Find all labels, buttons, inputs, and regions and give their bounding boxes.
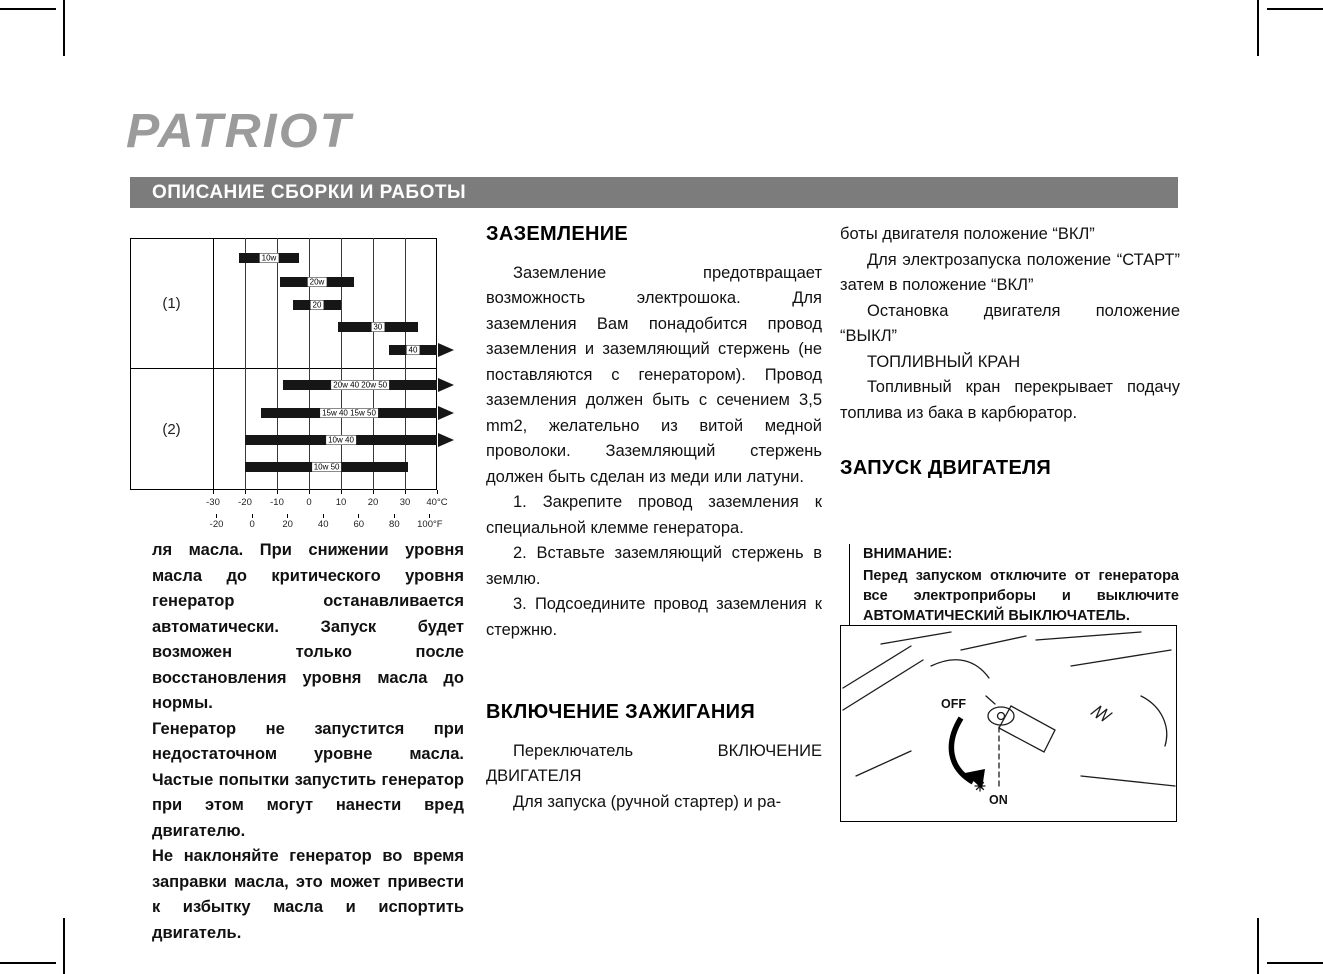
viscosity-bar-label: 10w 40 (328, 435, 354, 445)
axis-tick-label-c: 0 (306, 497, 312, 508)
warning-text: Перед запуском отключите от генератора все электроприборы и выключите АВТОМАТИЧЕСКИЙ ВЫКЛЮЧАТЕЛЬ. (863, 568, 1179, 624)
viscosity-bar-label: 40 (408, 345, 418, 355)
crop-mark (0, 962, 56, 964)
oil-viscosity-chart (130, 238, 475, 543)
sketch-line (961, 636, 1026, 650)
paragraph: 3. Подсоедините провод заземления к стержню. (486, 595, 822, 639)
sketch-line (931, 660, 989, 678)
gridline (373, 238, 374, 490)
bar-arrow (438, 343, 454, 357)
chart-group-label: (1) (162, 294, 181, 312)
axis-tick-label-c: 40°C (426, 497, 448, 508)
paragraph: Заземление предотвращает возможность электрошока. Для заземления Вам понадобится провод заземления и заземляющий стержень (не поставляются с генератором). Провод заземления должен быть с сечением 3,5 mm2, желательно из витой медной проволоки. Заземляющий стержень должен быть сделан из меди или латуни. (486, 263, 822, 486)
crop-mark (1267, 8, 1323, 10)
axis-tick (437, 490, 438, 494)
sketch-line (1036, 632, 1141, 640)
sketch-line (1071, 650, 1171, 666)
axis-tick-label-f: 40 (317, 519, 329, 530)
chart-group-label: (2) (162, 421, 181, 438)
viscosity-bar (283, 380, 437, 390)
gridline (245, 238, 246, 490)
switch-knob-center (998, 713, 1005, 720)
crop-mark (1257, 918, 1259, 974)
axis-tick (213, 490, 214, 494)
sketch-line (843, 646, 911, 688)
axis-tick-label-c: -20 (238, 497, 252, 508)
axis-tick-label-f: 80 (389, 519, 400, 530)
right-column (840, 222, 1180, 495)
axis-tick (358, 514, 359, 518)
paragraph: Для электрозапуска положение “СТАРТ” затем в положение “ВКЛ” (840, 250, 1180, 294)
viscosity-bar-label: 20w 40 20w 50 (333, 380, 388, 390)
off-label: OFF (941, 697, 966, 711)
crop-mark (1257, 0, 1259, 56)
crop-mark (63, 918, 65, 974)
viscosity-bar (338, 322, 418, 332)
section-title-engine-start: ЗАПУСК ДВИГАТЕЛЯ (840, 457, 1052, 479)
axis-tick-label-f: 20 (282, 519, 293, 530)
on-label: ON (989, 793, 1008, 807)
axis-tick-label-f: 100°F (417, 519, 443, 530)
oil-level-warning-text (152, 538, 464, 946)
viscosity-bar (261, 408, 437, 418)
viscosity-bar-label: 20w (309, 277, 325, 287)
crop-mark (1267, 962, 1323, 964)
sketch-line (881, 632, 951, 644)
sketch-scribble (1091, 706, 1112, 721)
bar-arrow (438, 378, 454, 392)
ignition-switch-figure (840, 625, 1177, 822)
warning-note (849, 544, 1179, 626)
brand-logo: PATRIOT (126, 105, 353, 158)
middle-column (486, 222, 822, 815)
axis-tick (429, 514, 430, 518)
paragraph: Переключатель ВКЛЮЧЕНИЕ ДВИГАТЕЛЯ (486, 741, 822, 785)
section-title-grounding: ЗАЗЕМЛЕНИЕ (486, 223, 629, 245)
paragraph: ТОПЛИВНЫЙ КРАН (867, 352, 1021, 371)
section-header-bar (130, 177, 1178, 208)
paragraph: 1. Закрепите провод заземления к специальной клемме генератора. (486, 493, 822, 537)
viscosity-bar (293, 300, 341, 310)
gridline (277, 238, 278, 490)
bar-arrow (438, 406, 454, 420)
axis-tick (394, 514, 395, 518)
paragraph: Остановка двигателя положение “ВЫКЛ” (840, 301, 1180, 345)
bar-arrow (438, 433, 454, 447)
axis-tick-label-f: 0 (249, 519, 255, 530)
axis-tick-label-c: -10 (270, 497, 284, 508)
axis-tick-label-c: 20 (367, 497, 379, 508)
axis-tick-label-c: -30 (206, 497, 220, 508)
paragraph: боты двигателя положение “ВКЛ” (840, 225, 1095, 243)
axis-tick-label-c: 30 (399, 497, 411, 508)
gridline (309, 238, 310, 490)
crop-mark (0, 8, 56, 10)
sketch-line (986, 696, 995, 704)
viscosity-bar-label: 15w 40 15w 50 (322, 408, 376, 418)
switch-knob (988, 707, 1014, 725)
axis-tick (216, 514, 217, 518)
axis-tick (245, 490, 246, 494)
sketch-line (1141, 696, 1167, 746)
axis-tick (405, 490, 406, 494)
viscosity-bar-label: 10w (261, 253, 277, 263)
axis-tick (373, 490, 374, 494)
switch-lever (999, 706, 1055, 752)
viscosity-bar-label: 30 (373, 322, 383, 332)
axis-tick (252, 514, 253, 518)
chart-label-divider (213, 238, 214, 490)
axis-tick (341, 490, 342, 494)
axis-tick (287, 514, 288, 518)
paragraph: Генератор не запустится при недостаточном уровне масла. Частые попытки запустить генератор при этом могут нанести вред двигателю. (152, 719, 464, 840)
axis-tick (277, 490, 278, 494)
viscosity-bar (245, 435, 437, 445)
paragraph: Для запуска (ручной стартер) и ра- (513, 792, 782, 811)
viscosity-bar (280, 277, 354, 287)
axis-tick-label-c: 10 (335, 497, 347, 508)
axis-tick-label-f: -20 (209, 519, 224, 530)
paragraph: 2. Вставьте заземляющий стержень в землю. (486, 544, 822, 588)
viscosity-bar-label: 20 (312, 300, 322, 310)
paragraph: Не наклоняйте генератор во время заправки масла, это может привести к избытку масла и испортить двигатель. (152, 847, 464, 942)
sketch-line (856, 751, 911, 776)
axis-tick-label-f: 60 (353, 519, 365, 530)
paragraph: Топливный кран перекрывает подачу топлива из бака в карбюратор. (840, 378, 1180, 422)
gridline (405, 238, 406, 490)
section-title-ignition: ВКЛЮЧЕНИЕ ЗАЖИГАНИЯ (486, 701, 755, 723)
viscosity-bar-label: 10w 50 (313, 462, 340, 472)
sketch-line (1081, 776, 1175, 786)
section-header-title: ОПИСАНИЕ СБОРКИ И РАБОТЫ (152, 181, 467, 203)
viscosity-bar (239, 253, 300, 263)
viscosity-bar (389, 345, 437, 355)
crop-mark (63, 0, 65, 56)
gridline (341, 238, 342, 490)
axis-tick (309, 490, 310, 494)
paragraph: ля масла. При снижении уровня масла до критического уровня генератор останавливается автоматически. Запуск будет возможен только после восстановления уровня масла до нормы. (152, 541, 464, 712)
viscosity-bar (245, 462, 408, 472)
warning-title: ВНИМАНИЕ: (863, 546, 953, 562)
ignition-switch-drawing (841, 626, 1176, 821)
axis-tick (323, 514, 324, 518)
sketch-line (843, 660, 923, 710)
